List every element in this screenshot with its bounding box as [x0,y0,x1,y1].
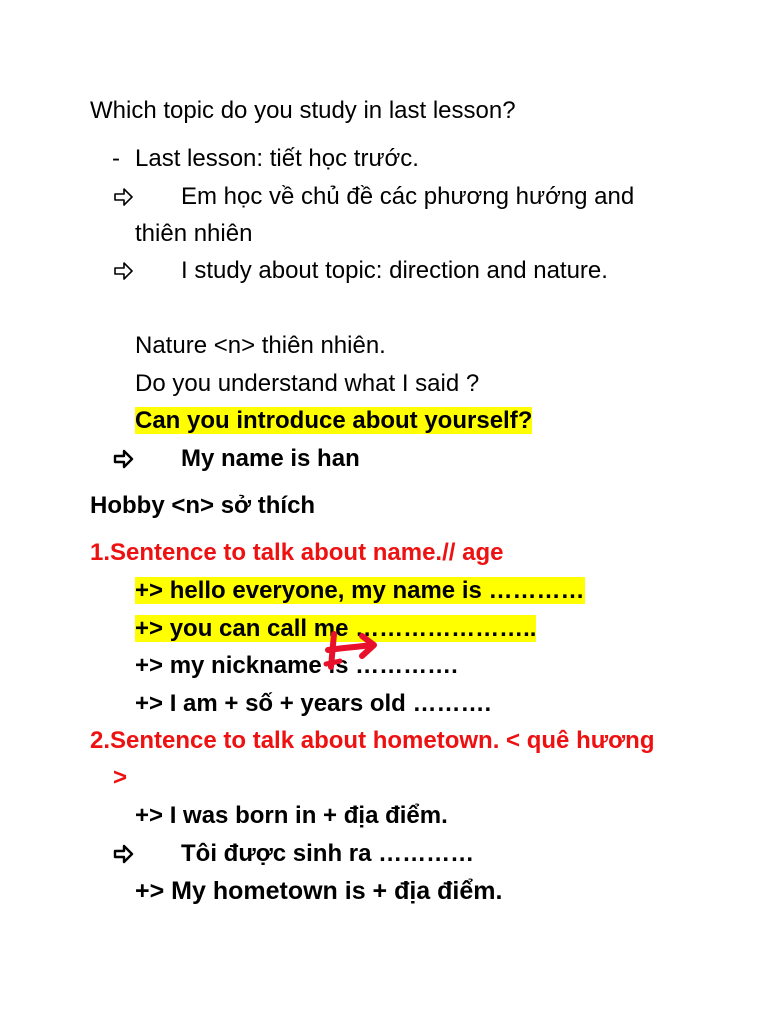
highlighted-text: +> hello everyone, my name is ………… [135,577,585,604]
last-lesson-line: Last lesson: tiết học trước. [135,145,419,172]
pen-annotation-icon [322,630,384,672]
highlighted-text: +> you can call me ………………….. [135,615,537,642]
arrow-bullet-icon [113,256,137,286]
section-heading-hometown: 2.Sentence to talk about hometown. < quê hương [90,727,655,754]
understand-line: Do you understand what I said ? [135,370,480,397]
highlighted-text: Can you introduce about yourself? [135,407,533,434]
nature-vocab-line: Nature <n> thiên nhiên. [135,332,386,359]
vi-answer-continuation: thiên nhiên [135,220,253,247]
sentence-hello [135,576,585,606]
arrow-bullet-icon [113,182,137,212]
sentence-born-in: +> I was born in + địa điểm. [135,802,448,829]
question-line: Which topic do you study in last lesson? [90,97,516,124]
vi-answer-line: Em học về chủ đề các phương hướng and [181,183,635,210]
hobby-vocab-line: Hobby <n> sở thích [90,492,316,519]
my-name-line: My name is han [181,445,360,472]
sentence-hometown: +> My hometown is + địa điểm. [135,877,503,905]
dash-bullet: - [112,145,120,172]
sentence-nickname: +> my nickname is …………. [135,652,458,679]
introduce-question [135,406,532,436]
arrow-bullet-icon [113,839,137,869]
sentence-age: +> I am + số + years old ………. [135,690,492,717]
section-heading-hometown-continuation: > [113,764,128,791]
en-answer-line: I study about topic: direction and nature. [181,257,608,284]
section-heading-name-age: 1.Sentence to talk about name.// age [90,539,504,566]
arrow-bullet-icon [113,444,137,474]
sentence-born-vi: Tôi được sinh ra ………… [181,840,475,867]
